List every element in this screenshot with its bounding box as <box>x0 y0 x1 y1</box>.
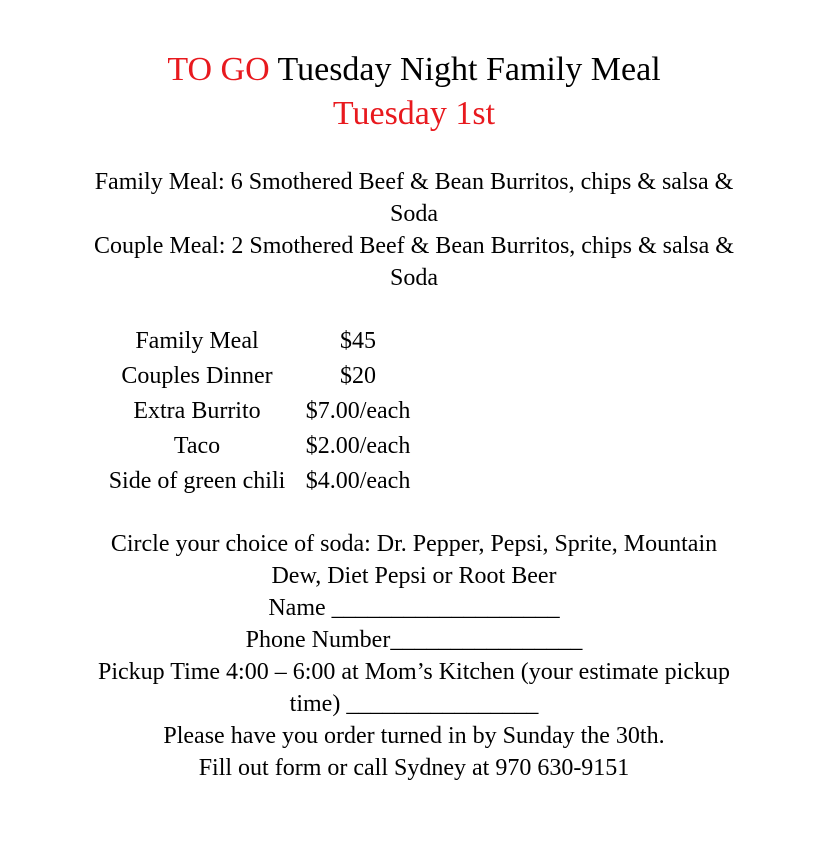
price-row <box>96 429 418 464</box>
flyer-title <box>0 49 828 91</box>
price-item: Couples Dinner <box>121 363 273 389</box>
price-row <box>96 394 418 429</box>
price-value: $4.00/each <box>305 468 411 494</box>
price-item: Taco <box>173 433 221 459</box>
price-row <box>96 359 418 394</box>
meal-title: Tuesday Night Family Meal <box>269 51 661 88</box>
price-item: Family Meal <box>135 328 259 354</box>
price-item: Extra Burrito <box>133 398 261 424</box>
event-date: Tuesday 1st <box>332 95 496 132</box>
meal-descriptions <box>90 166 738 294</box>
price-row <box>96 464 418 499</box>
price-row <box>96 324 418 359</box>
price-value: $2.00/each <box>305 433 411 459</box>
price-value: $7.00/each <box>305 398 411 424</box>
soda-choice: Circle your choice of soda: Dr. Pepper, Pepsi, Sprite, Mountain Dew, Diet Pepsi or Root Beer <box>110 531 718 589</box>
family-meal-description: Family Meal: 6 Smothered Beef & Bean Burritos, chips & salsa & Soda <box>94 169 734 227</box>
contact-info: Fill out form or call Sydney at 970 630-9151 <box>198 755 630 781</box>
couple-meal-description: Couple Meal: 2 Smothered Beef & Bean Burritos, chips & salsa & Soda <box>94 233 734 291</box>
order-form <box>90 528 738 784</box>
phone-field-line: Phone Number________________ <box>245 627 583 653</box>
price-value: $20 <box>340 363 376 389</box>
to-go-label: TO GO <box>167 51 270 88</box>
name-field-line: Name ___________________ <box>268 595 560 621</box>
price-value: $45 <box>340 328 376 354</box>
pickup-time-line: Pickup Time 4:00 – 6:00 at Mom’s Kitchen (your estimate pickup time) ________________ <box>98 659 730 717</box>
price-item: Side of green chili <box>108 468 286 494</box>
price-list <box>96 324 418 499</box>
order-deadline: Please have you order turned in by Sunday the 30th. <box>163 723 665 749</box>
